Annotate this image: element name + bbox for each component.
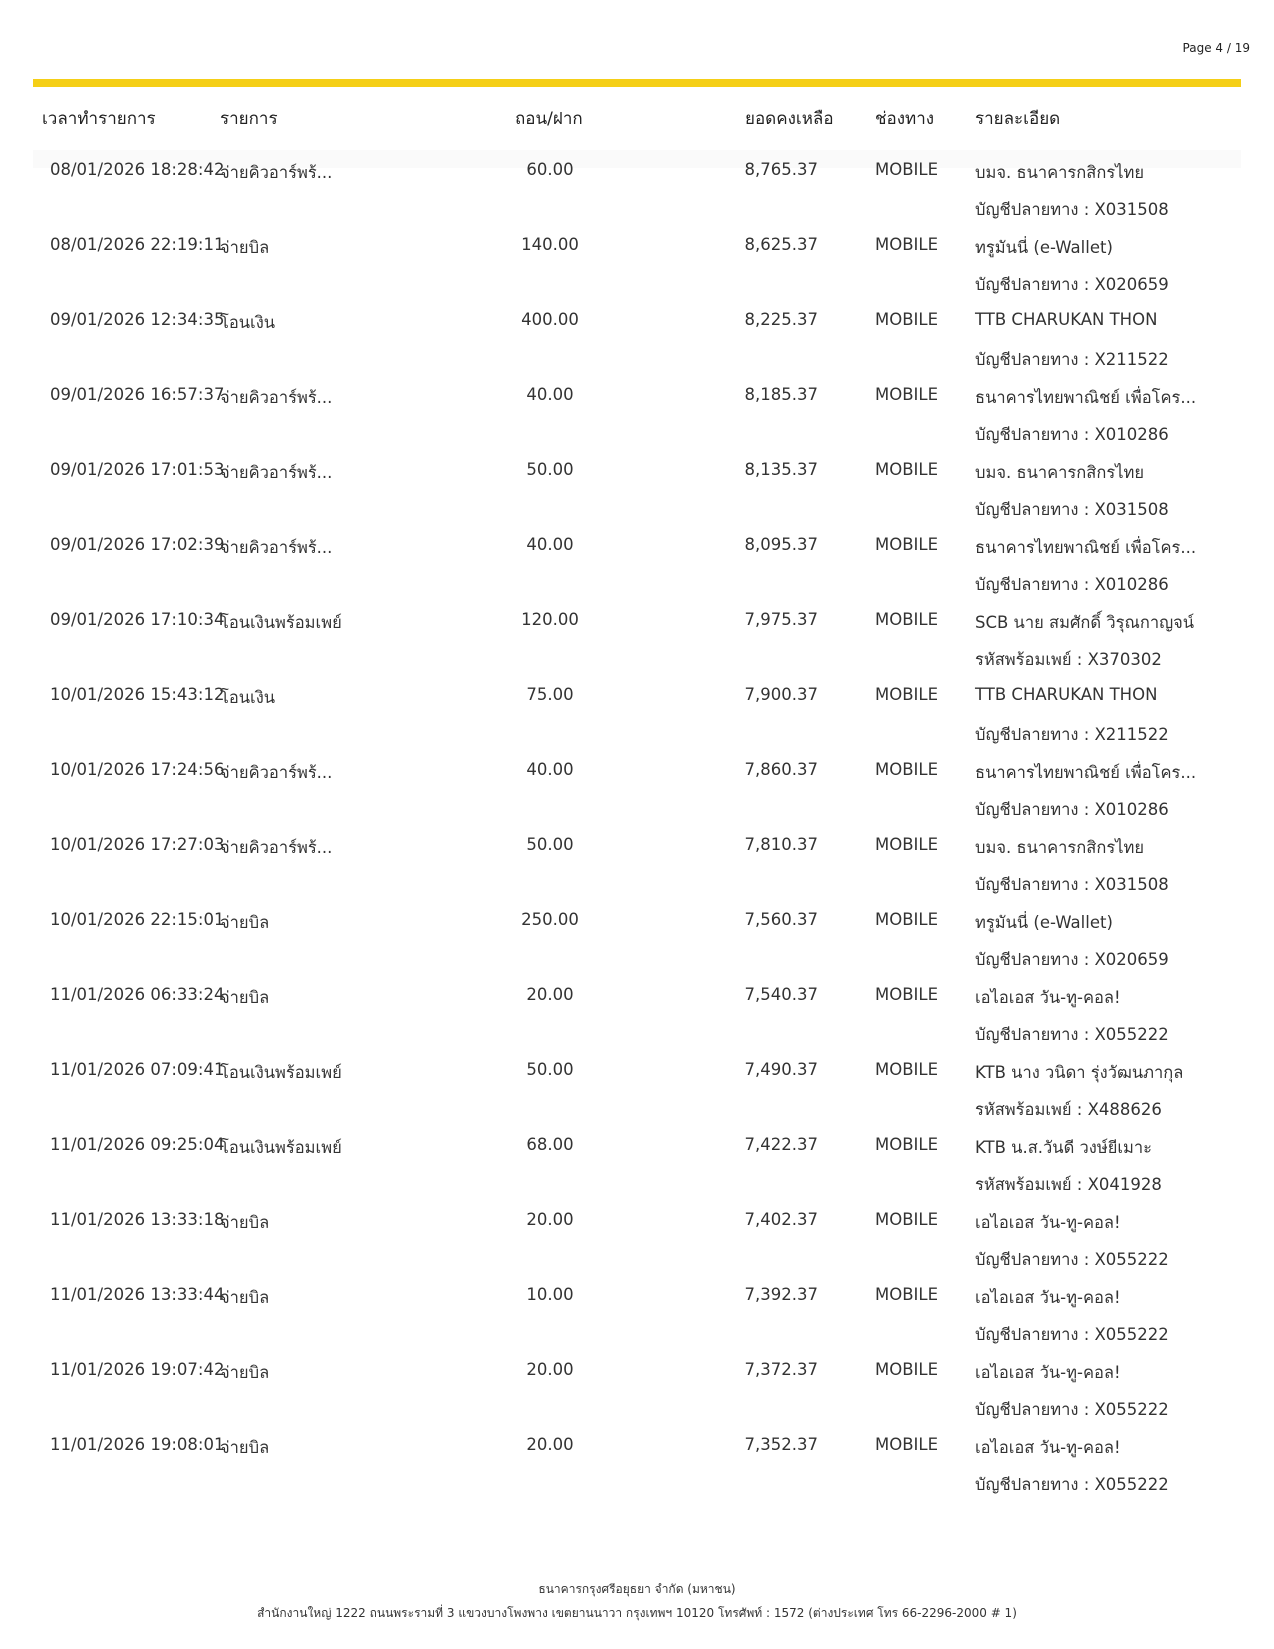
row-detail-account: บัญชีปลายทาง : X010286 [975,800,1169,819]
row-detail-name: ทรูมันนี่ (e-Wallet) [975,238,1113,257]
row-amount: 50.00 [526,835,574,854]
table-row [0,450,1274,525]
row-detail-name: ธนาคารไทยพาณิชย์ เพื่อโคร... [975,538,1197,557]
row-item: จ่ายบิล [220,1363,270,1382]
row-detail-name: เอไอเอส วัน-ทู-คอล! [975,988,1121,1007]
row-detail-account: บัญชีปลายทาง : X055222 [975,1325,1169,1344]
row-channel: MOBILE [875,985,939,1004]
row-balance: 8,625.37 [744,235,818,254]
row-detail-name: ธนาคารไทยพาณิชย์ เพื่อโคร... [975,763,1197,782]
table-header [0,105,1274,135]
row-detail-account: บัญชีปลายทาง : X055222 [975,1250,1169,1269]
row-time: 09/01/2026 17:02:39 [50,535,225,554]
row-detail-name: บมจ. ธนาคารกสิกรไทย [975,838,1145,857]
row-item: จ่ายคิวอาร์พร้... [220,538,333,557]
row-detail-account: บัญชีปลายทาง : X031508 [975,875,1169,894]
row-balance: 8,095.37 [744,535,818,554]
col-channel-header: ช่องทาง [875,109,935,129]
row-item: จ่ายบิล [220,1438,270,1457]
row-time: 11/01/2026 13:33:18 [50,1210,225,1229]
row-balance: 8,185.37 [744,385,818,404]
table-row [0,600,1274,675]
row-detail-account: รหัสพร้อมเพย์ : X041928 [975,1175,1162,1194]
row-balance: 7,900.37 [744,685,818,704]
table-row [0,1200,1274,1275]
row-detail-name: เอไอเอส วัน-ทู-คอล! [975,1363,1121,1382]
row-amount: 68.00 [526,1135,574,1154]
row-amount: 75.00 [526,685,574,704]
row-detail-account: บัญชีปลายทาง : X010286 [975,575,1169,594]
row-time: 09/01/2026 17:01:53 [50,460,225,479]
row-amount: 20.00 [526,1435,574,1454]
row-channel: MOBILE [875,310,939,329]
row-balance: 7,975.37 [744,610,818,629]
row-detail-account: บัญชีปลายทาง : X020659 [975,950,1169,969]
row-item: จ่ายบิล [220,1213,270,1232]
row-channel: MOBILE [875,1135,939,1154]
row-time: 10/01/2026 17:24:56 [50,760,225,779]
row-detail-account: บัญชีปลายทาง : X211522 [975,350,1169,369]
row-time: 11/01/2026 19:07:42 [50,1360,225,1379]
row-balance: 7,810.37 [744,835,818,854]
row-detail-name: KTB น.ส.วันดี วงษ์ยีเมาะ [975,1138,1153,1157]
row-time: 11/01/2026 07:09:41 [50,1060,225,1079]
row-detail-account: รหัสพร้อมเพย์ : X370302 [975,650,1162,669]
row-channel: MOBILE [875,910,939,929]
row-channel: MOBILE [875,385,939,404]
footer-address: สำนักงานใหญ่ 1222 ถนนพระรามที่ 3 แขวงบางโพงพาง เขตยานนาวา กรุงเทพฯ 10120 โทรศัพท์ : 1572 (ต่างประเทศ โทร 66-2296-2000 # 1) [257,1606,1017,1620]
row-detail-name: KTB นาง วนิดา รุ่งวัฒนภากุล [975,1063,1184,1082]
row-time: 09/01/2026 12:34:35 [50,310,225,329]
row-detail-account: บัญชีปลายทาง : X031508 [975,500,1169,519]
row-amount: 400.00 [521,310,579,329]
row-time: 08/01/2026 18:28:42 [50,160,225,179]
row-amount: 20.00 [526,1210,574,1229]
col-balance-header: ยอดคงเหลือ [745,109,834,129]
row-item: จ่ายบิล [220,1288,270,1307]
row-detail-name: บมจ. ธนาคารกสิกรไทย [975,163,1145,182]
row-detail-name: เอไอเอส วัน-ทู-คอล! [975,1288,1121,1307]
table-row [0,525,1274,600]
row-amount: 120.00 [521,610,579,629]
table-row [0,675,1274,750]
table-row [0,375,1274,450]
row-time: 10/01/2026 15:43:12 [50,685,225,704]
row-balance: 7,860.37 [744,760,818,779]
row-detail-name: เอไอเอส วัน-ทู-คอล! [975,1438,1121,1457]
row-channel: MOBILE [875,685,939,704]
table-row [0,750,1274,825]
table-row [0,1050,1274,1125]
row-time: 10/01/2026 22:15:01 [50,910,225,929]
row-channel: MOBILE [875,235,939,254]
row-balance: 7,402.37 [744,1210,818,1229]
row-detail-account: บัญชีปลายทาง : X055222 [975,1475,1169,1494]
row-item: โอนเงินพร้อมเพย์ [220,613,342,632]
row-amount: 40.00 [526,760,574,779]
row-balance: 7,540.37 [744,985,818,1004]
header-rule [33,79,1241,87]
row-amount: 40.00 [526,385,574,404]
row-time: 11/01/2026 13:33:44 [50,1285,225,1304]
row-detail-name: TTB CHARUKAN THON [975,685,1158,704]
row-detail-account: บัญชีปลายทาง : X031508 [975,200,1169,219]
table-row [0,1425,1274,1500]
table-row [0,225,1274,300]
row-amount: 140.00 [521,235,579,254]
row-time: 08/01/2026 22:19:11 [50,235,225,254]
row-detail-account: บัญชีปลายทาง : X055222 [975,1400,1169,1419]
row-detail-account: บัญชีปลายทาง : X211522 [975,725,1169,744]
col-item-header: รายการ [220,109,278,129]
table-row [0,150,1274,225]
row-item: จ่ายบิล [220,988,270,1007]
row-channel: MOBILE [875,760,939,779]
row-balance: 7,372.37 [744,1360,818,1379]
row-item: โอนเงินพร้อมเพย์ [220,1063,342,1082]
row-item: จ่ายคิวอาร์พร้... [220,163,333,182]
row-channel: MOBILE [875,460,939,479]
row-balance: 8,225.37 [744,310,818,329]
row-time: 09/01/2026 17:10:34 [50,610,225,629]
row-balance: 7,560.37 [744,910,818,929]
footer-bank-name: ธนาคารกรุงศรีอยุธยา จำกัด (มหาชน) [538,1582,736,1596]
row-time: 09/01/2026 16:57:37 [50,385,225,404]
col-amount-header: ถอน/ฝาก [515,109,583,129]
row-item: โอนเงิน [220,688,276,707]
row-channel: MOBILE [875,160,939,179]
row-balance: 7,490.37 [744,1060,818,1079]
row-balance: 8,135.37 [744,460,818,479]
row-item: จ่ายคิวอาร์พร้... [220,463,333,482]
row-item: จ่ายบิล [220,913,270,932]
row-detail-account: บัญชีปลายทาง : X020659 [975,275,1169,294]
row-item: โอนเงิน [220,313,276,332]
table-row [0,1275,1274,1350]
row-detail-name: เอไอเอส วัน-ทู-คอล! [975,1213,1121,1232]
row-detail-name: TTB CHARUKAN THON [975,310,1158,329]
page-number: Page 4 / 19 [1182,41,1250,55]
transaction-table [0,150,1274,1500]
row-time: 11/01/2026 06:33:24 [50,985,225,1004]
row-channel: MOBILE [875,1360,939,1379]
row-channel: MOBILE [875,1060,939,1079]
row-detail-name: ทรูมันนี่ (e-Wallet) [975,913,1113,932]
table-row [0,1125,1274,1200]
row-amount: 50.00 [526,460,574,479]
table-row [0,1350,1274,1425]
row-channel: MOBILE [875,1435,939,1454]
row-time: 10/01/2026 17:27:03 [50,835,225,854]
row-item: จ่ายคิวอาร์พร้... [220,388,333,407]
row-amount: 10.00 [526,1285,574,1304]
row-amount: 60.00 [526,160,574,179]
row-channel: MOBILE [875,835,939,854]
row-channel: MOBILE [875,610,939,629]
row-item: จ่ายบิล [220,238,270,257]
row-balance: 8,765.37 [744,160,818,179]
col-detail-header: รายละเอียด [975,109,1061,129]
row-item: จ่ายคิวอาร์พร้... [220,838,333,857]
row-amount: 40.00 [526,535,574,554]
row-amount: 20.00 [526,985,574,1004]
row-detail-name: บมจ. ธนาคารกสิกรไทย [975,463,1145,482]
row-detail-account: รหัสพร้อมเพย์ : X488626 [975,1100,1162,1119]
row-channel: MOBILE [875,1285,939,1304]
table-row [0,825,1274,900]
row-time: 11/01/2026 19:08:01 [50,1435,225,1454]
col-time-header: เวลาทำรายการ [42,109,156,129]
table-row [0,900,1274,975]
row-item: จ่ายคิวอาร์พร้... [220,763,333,782]
row-time: 11/01/2026 09:25:04 [50,1135,225,1154]
row-channel: MOBILE [875,1210,939,1229]
table-row [0,975,1274,1050]
row-item: โอนเงินพร้อมเพย์ [220,1138,342,1157]
row-detail-name: ธนาคารไทยพาณิชย์ เพื่อโคร... [975,388,1197,407]
table-row [0,300,1274,375]
row-balance: 7,422.37 [744,1135,818,1154]
row-detail-name: SCB นาย สมศักดิ์ วิรุณกาญจน์ [975,613,1195,632]
row-balance: 7,392.37 [744,1285,818,1304]
row-amount: 250.00 [521,910,579,929]
row-amount: 20.00 [526,1360,574,1379]
row-detail-account: บัญชีปลายทาง : X010286 [975,425,1169,444]
row-channel: MOBILE [875,535,939,554]
row-balance: 7,352.37 [744,1435,818,1454]
row-amount: 50.00 [526,1060,574,1079]
row-detail-account: บัญชีปลายทาง : X055222 [975,1025,1169,1044]
